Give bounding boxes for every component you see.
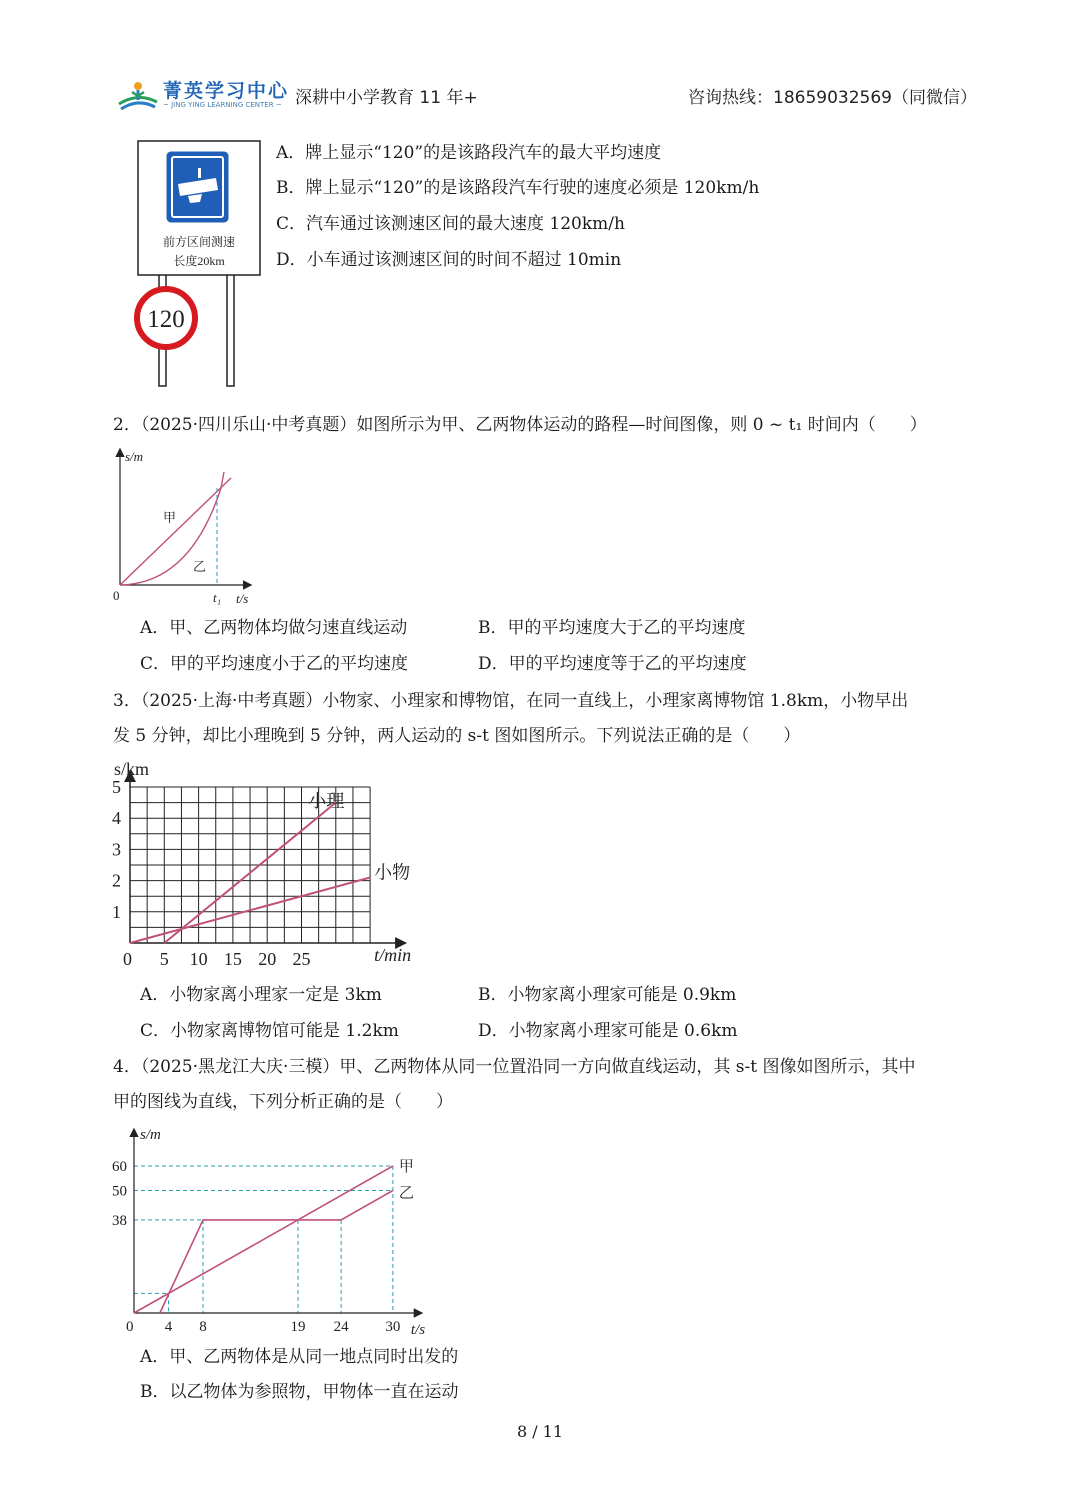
q3-x-tick: 5: [159, 949, 169, 969]
q1-option-b: B．牌上显示“120”的是该路段汽车行驶的速度必须是 120km/h: [276, 178, 760, 198]
speed-limit-value: 120: [147, 306, 185, 333]
q4-x-tick: 19: [290, 1319, 306, 1335]
q4-xlabel: t/s: [410, 1322, 426, 1338]
sign-text-line1: 前方区间测速: [162, 235, 236, 249]
q4-option-b: B．以乙物体为参照物，甲物体一直在运动: [140, 1382, 459, 1402]
q4-y-tick: 60: [112, 1159, 127, 1175]
logo-icon: [115, 80, 161, 112]
q3-x-tick: 20: [258, 949, 277, 969]
q4-y-tick: 38: [112, 1212, 127, 1229]
q4-series-label: 甲: [398, 1159, 414, 1175]
q1-option-c: C．汽车通过该测速区间的最大速度 120km/h: [276, 214, 625, 234]
q4-ylabel: s/m: [140, 1127, 161, 1143]
q2-option-b: B．甲的平均速度大于乙的平均速度: [478, 618, 746, 638]
q4-y-tick: 50: [112, 1183, 127, 1200]
q4-series-line: [160, 1191, 393, 1314]
q4-series-line: [134, 1166, 393, 1313]
q2-option-a: A．甲、乙两物体均做匀速直线运动: [140, 618, 408, 638]
page-header: [115, 76, 975, 116]
header-tagline: 深耕中小学教育 11 年+: [295, 88, 478, 108]
q4-x-tick: 8: [199, 1319, 207, 1335]
q2-xlabel: t/s: [236, 591, 249, 606]
logo-title: 菁英学习中心: [163, 80, 290, 102]
page-number: 8 / 11: [516, 1422, 564, 1441]
q3-y-tick: 5: [112, 777, 121, 797]
q2-chart: [105, 444, 265, 609]
q2-label-yi: 乙: [193, 559, 207, 574]
q2-option-d: D．甲的平均速度等于乙的平均速度: [478, 654, 747, 674]
q3-stem-line1: 3．（2025·上海·中考真题）小物家、小理家和博物馆，在同一直线上，小理家离博物馆 1.8km，小物早出: [113, 691, 909, 711]
q2-option-c: C．甲的平均速度小于乙的平均速度: [140, 654, 409, 674]
q3-option-a: A．小物家离小理家一定是 3km: [140, 985, 382, 1005]
header-hotline: 咨询热线：18659032569（同微信）: [688, 88, 977, 108]
q3-ylabel: s/km: [114, 759, 150, 779]
q3-y-tick: 1: [112, 901, 121, 922]
sign-text-line2: 长度20km: [173, 254, 225, 268]
q2-ylabel: s/m: [125, 449, 144, 464]
q2-stem: 2．（2025·四川乐山·中考真题）如图所示为甲、乙两物体运动的路程—时间图像，则 0 ~ t₁ 时间内（ ）: [113, 415, 927, 435]
q3-y-tick: 3: [112, 839, 121, 860]
q2-line-jia: [120, 478, 231, 585]
q2-origin: 0: [113, 588, 120, 603]
q3-option-b: B．小物家离小理家可能是 0.9km: [478, 985, 737, 1005]
q4-x-tick: 4: [164, 1319, 173, 1335]
q4-chart: [105, 1122, 445, 1340]
q4-x-tick: 0: [126, 1319, 134, 1335]
q2-t1-label: t₁: [213, 590, 222, 605]
q3-x-tick: 10: [189, 949, 208, 969]
q4-x-tick: 24: [333, 1319, 349, 1335]
q3-stem-line2: 发 5 分钟，却比小理晚到 5 分钟，两人运动的 s-t 图如图所示。下列说法正确的是（ ）: [113, 726, 801, 746]
q3-chart: [100, 756, 430, 972]
q3-x-tick: 25: [292, 949, 311, 969]
q3-option-c: C．小物家离博物馆可能是 1.2km: [140, 1021, 399, 1041]
q4-stem-line1: 4．（2025·黑龙江大庆·三模）甲、乙两物体从同一位置沿同一方向做直线运动，其 s-t 图像如图所示，其中: [113, 1057, 916, 1077]
q3-x-tick: 0: [123, 949, 132, 969]
q1-option-d: D．小车通过该测速区间的时间不超过 10min: [276, 250, 622, 270]
q4-x-tick: 30: [385, 1319, 401, 1335]
q1-road-sign: [130, 138, 265, 390]
q4-stem-line2: 甲的图线为直线，下列分析正确的是（ ）: [113, 1092, 453, 1112]
q3-y-tick: 4: [112, 808, 121, 829]
q3-series-label: 小理: [308, 790, 345, 811]
q3-y-tick: 2: [112, 870, 121, 891]
q2-curve-yi: [120, 472, 224, 585]
q3-series-label: 小物: [374, 862, 411, 883]
q3-xlabel: t/min: [374, 945, 412, 965]
q2-label-jia: 甲: [163, 510, 177, 525]
q3-x-tick: 15: [223, 949, 242, 969]
q4-option-a: A．甲、乙两物体是从同一地点同时出发的: [140, 1347, 459, 1367]
q1-option-a: A．牌上显示“120”的是该路段汽车的最大平均速度: [276, 143, 662, 163]
q3-option-d: D．小物家离小理家可能是 0.6km: [478, 1021, 738, 1041]
logo-subtitle: ~ JING YING LEARNING CENTER ~: [163, 101, 282, 109]
q4-series-label: 乙: [398, 1185, 414, 1202]
